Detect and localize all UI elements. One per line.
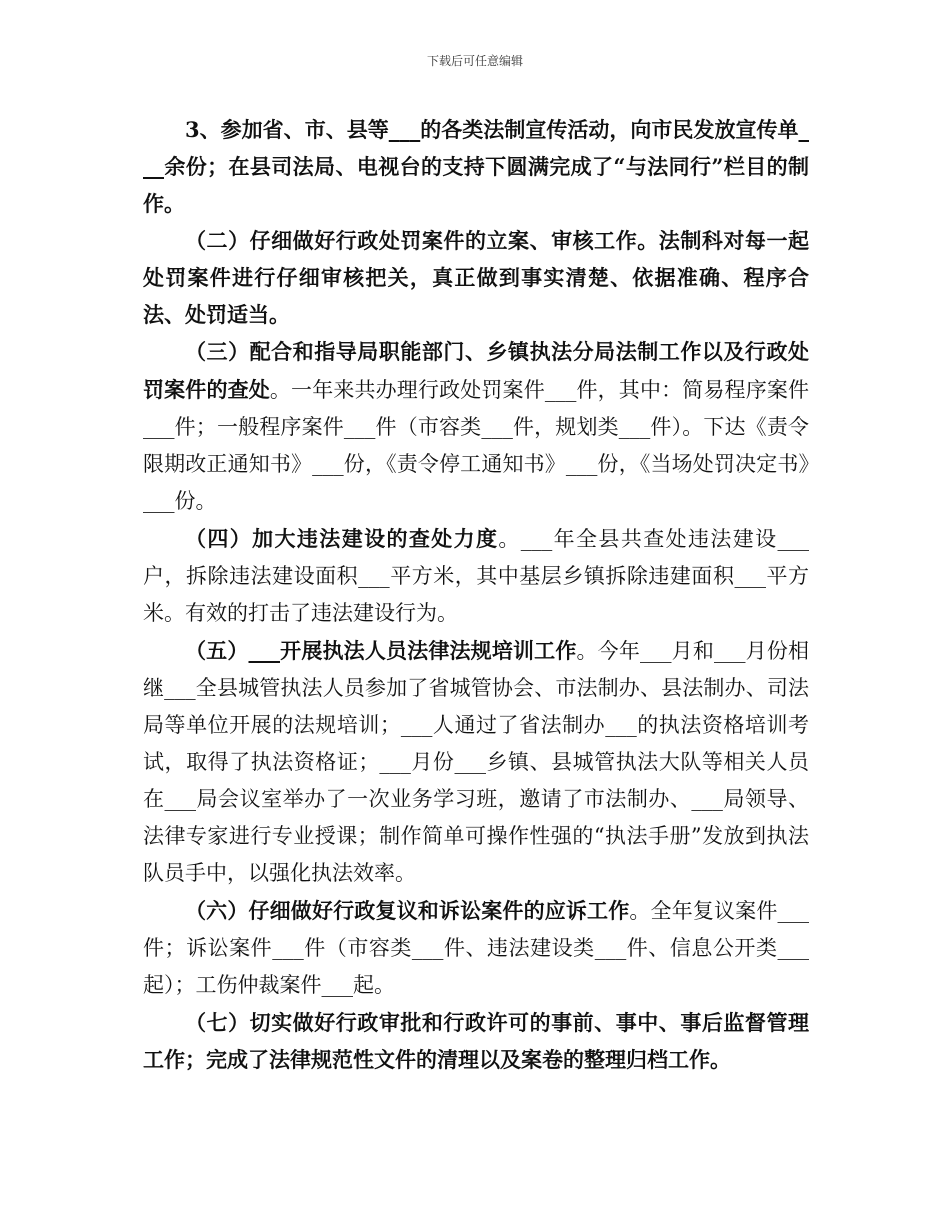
paragraph-publicity: 3、参加省、市、县等___的各类法制宣传活动，向市民发放宣传单___余份；在县司法局、电视台的支持下圆满完成了“与法同行”栏目的制作。	[143, 117, 809, 216]
section-text-6: 。全年复议案件___件；诉讼案件___件（市容类___件、违法建设类___件、信息公开类___起）；工伤仲裁案件___起。	[143, 899, 809, 997]
paragraph-supervision: （七）切实做好行政审批和行政许可的事前、事中、事后监督管理工作；完成了法律规范性文件的清理以及案卷的整理归档工作。	[143, 1010, 809, 1072]
section-heading-6: （六）仔细做好行政复议和诉讼案件的应诉工作	[185, 898, 630, 923]
section-heading-5: （五）___开展执法人员法律法规培训工作	[185, 638, 577, 663]
paragraph-training	[143, 632, 809, 892]
section-heading-4: （四）加大违法建设的查处力度	[185, 526, 499, 551]
section-heading-3: （三）配合和指导局职能部门、乡镇执法分局法制工作以及行政处罚案件的查处	[143, 339, 809, 402]
paragraph-litigation	[143, 892, 809, 1004]
page-header-note: 下载后可任意编辑	[426, 54, 523, 68]
paragraph-case-handling	[143, 333, 809, 520]
paragraph-case-review: （二）仔细做好行政处罚案件的立案、审核工作。法制科对每一起处罚案件进行仔细审核把关，真正做到事实清楚、依据准确、程序合法、处罚适当。	[143, 228, 809, 327]
section-text-5: 。今年___月和___月份相继___全县城管执法人员参加了省城管协会、市法制办、县法制办、司法局等单位开展的法规培训；___人通过了省法制办___的执法资格培训考试，取得了执法资格证；___月份___乡镇、县城管执法大队等相关人员在___局会议室举办了一次业务学习班，邀请了市法制办、___局领导、法律专家进行专业授课；制作简单可操作性强的“执法手册”发放到执法队员手中，以强化执法效率。	[143, 639, 809, 885]
section-text-3: 。一年来共办理行政处罚案件___件，其中：简易程序案件___件；一般程序案件___件（市容类___件，规划类___件）。下达《责令限期改正通知书》___份，《责令停工通知书》___份，《当场处罚决定书》___份。	[143, 378, 810, 513]
document-body	[143, 111, 809, 1078]
paragraph-illegal-construction	[143, 520, 809, 632]
section-text-4: 。___年全县共查处违法建设___户，拆除违法建设面积___平方米，其中基层乡镇拆除违建面积___平方米。有效的打击了违法建设行为。	[143, 527, 810, 625]
